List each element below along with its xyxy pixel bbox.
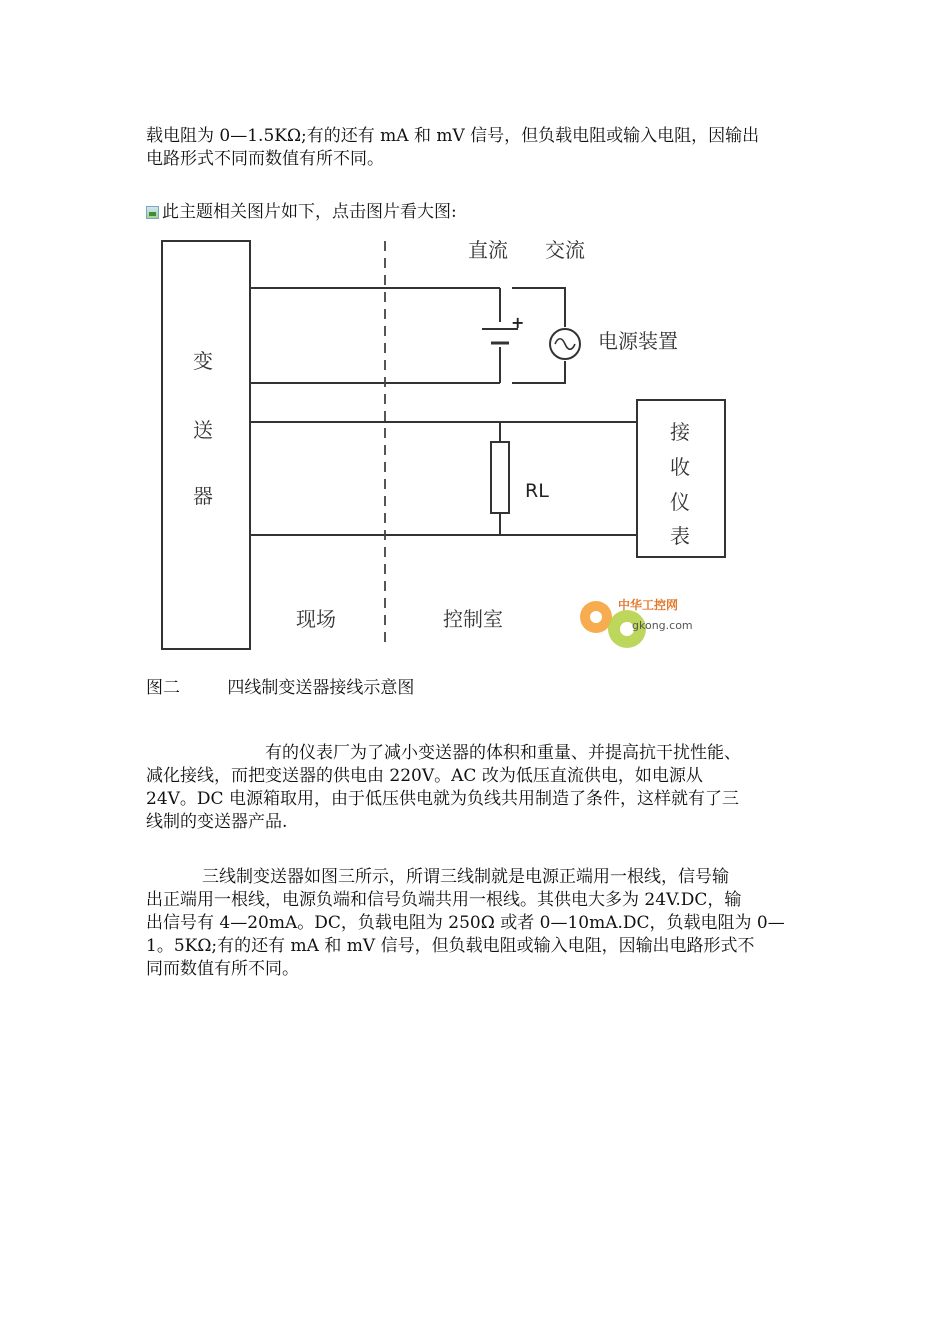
paragraph-3-line: 同而数值有所不同。: [146, 959, 299, 979]
receiver-char: 表: [670, 524, 690, 548]
transmitter-char: 送: [193, 418, 213, 442]
receiver-char: 仪: [670, 490, 690, 514]
control-room-label: 控制室: [443, 607, 503, 631]
paragraph-3-line: 出信号有 4—20mA。DC，负载电阻为 250Ω 或者 0—10mA.DC，负载电阻为 0—: [146, 913, 785, 933]
power-label: 电源装置: [598, 329, 678, 353]
paragraph-2: [146, 742, 826, 834]
paragraph-1-line: 载电阻为 0—1.5KΩ;有的还有 mA 和 mV 信号，但负载电阻或输入电阻，因输出: [146, 126, 760, 146]
image-note[interactable]: [146, 201, 826, 224]
paragraph-2-line: 线制的变送器产品.: [146, 812, 288, 832]
paragraph-2-line: 减化接线，而把变送器的供电由 220V。AC 改为低压直流供电，如电源从: [146, 766, 703, 786]
paragraph-1-line: 电路形式不同而数值有所不同。: [146, 149, 384, 169]
watermark-en: gkong.com: [632, 619, 693, 632]
receiver-char: 收: [670, 455, 690, 479]
paragraph-3-line: 出正端用一根线，电源负端和信号负端共用一根线。其供电大多为 24V.DC，输: [146, 890, 742, 910]
resistor-label: RL: [525, 480, 549, 502]
figure-number: 图二: [146, 678, 180, 698]
power-wire-ac-bottom: [512, 361, 565, 383]
transmitter-char: 变: [193, 349, 213, 373]
resistor-rl: [491, 442, 509, 513]
gkong-logo-icon: [580, 597, 693, 648]
paragraph-2-line: 24V。DC 电源箱取用，由于低压供电就为负线共用制造了条件，这样就有了三: [146, 789, 739, 809]
receiver-char: 接: [670, 420, 690, 444]
wiring-diagram[interactable]: [140, 225, 740, 665]
paragraph-3: [146, 866, 826, 981]
paragraph-3-line: 三线制变送器如图三所示，所谓三线制就是电源正端用一根线，信号输: [202, 867, 729, 887]
ac-label: 交流: [545, 238, 585, 262]
image-icon: [146, 206, 159, 219]
transmitter-box: [162, 241, 250, 649]
paragraph-1: [146, 125, 826, 171]
transmitter-char: 器: [193, 484, 213, 508]
paragraph-2-line: 有的仪表厂为了减小变送器的体积和重量、并提高抗干扰性能、: [265, 743, 741, 763]
dc-label: 直流: [468, 238, 508, 262]
paragraph-3-line: 1。5KΩ;有的还有 mA 和 mV 信号，但负载电阻或输入电阻，因输出电路形式不: [146, 936, 755, 956]
figure-title: 四线制变送器接线示意图: [227, 678, 415, 698]
figure-caption: [146, 673, 414, 698]
plus-sign: +: [511, 313, 525, 332]
image-note-text[interactable]: 此主题相关图片如下，点击图片看大图:: [162, 202, 457, 222]
field-label: 现场: [296, 607, 336, 631]
watermark-cn: 中华工控网: [618, 598, 679, 612]
